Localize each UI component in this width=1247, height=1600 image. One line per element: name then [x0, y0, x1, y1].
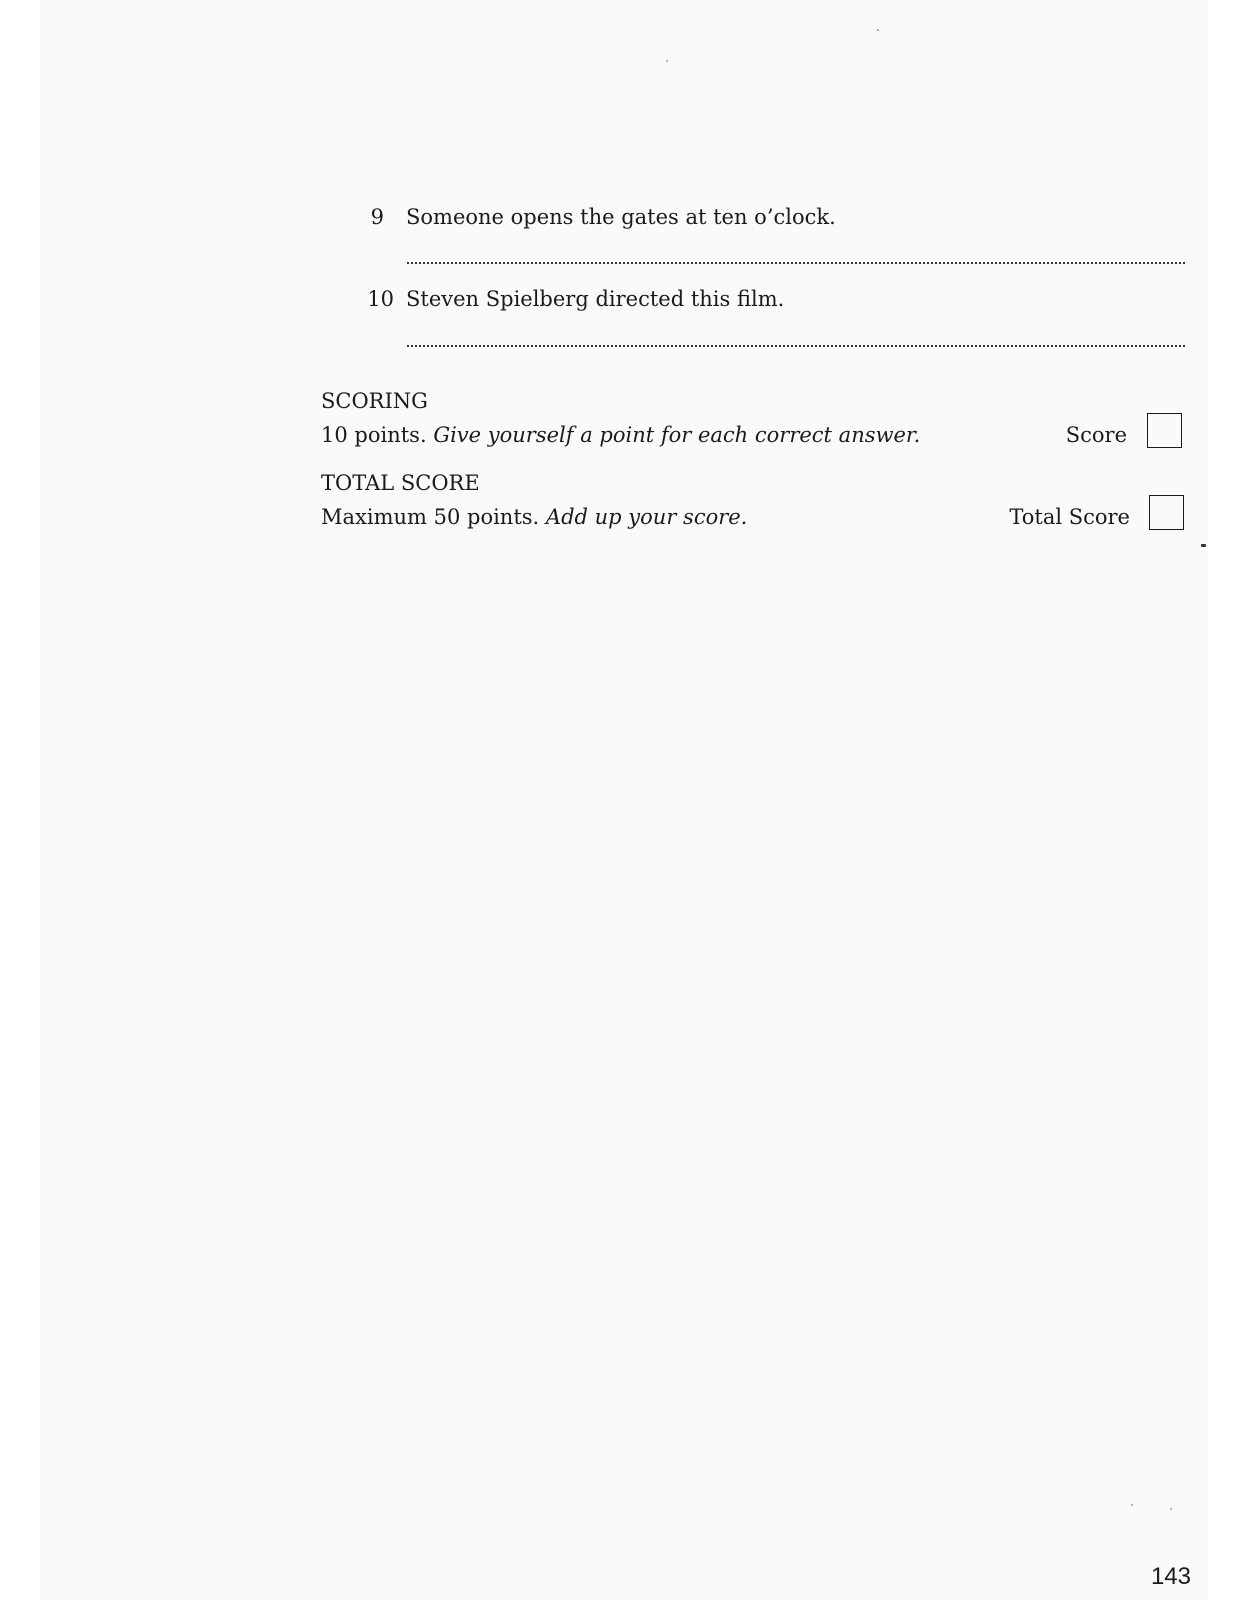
scan-speck — [1170, 1508, 1172, 1510]
total-score-heading: TOTAL SCORE — [321, 471, 480, 495]
total-score-instruction-text: Add up your score. — [545, 505, 748, 529]
total-score-box[interactable] — [1149, 495, 1184, 530]
page-number: 143 — [1150, 1563, 1191, 1590]
scan-speck — [1131, 1504, 1133, 1506]
scan-speck — [666, 60, 668, 62]
question-9-text: Someone opens the gates at ten o’clock. — [406, 205, 836, 229]
score-label: Score — [1065, 423, 1127, 447]
total-score-label: Total Score — [1009, 505, 1130, 529]
question-9-answer-line[interactable] — [407, 262, 1185, 264]
scan-speck — [877, 29, 879, 31]
total-score-points: Maximum 50 points. — [321, 505, 540, 529]
scoring-points: 10 points. — [321, 423, 427, 447]
scoring-instruction — [321, 422, 920, 448]
scoring-instruction-text: Give yourself a point for each correct answer. — [433, 423, 921, 447]
page-sheet — [40, 0, 1208, 1600]
scan-speck — [1201, 544, 1206, 547]
score-box[interactable] — [1147, 413, 1182, 448]
question-10-answer-line[interactable] — [407, 345, 1185, 347]
scoring-heading: SCORING — [321, 389, 428, 413]
total-score-instruction — [321, 504, 747, 530]
question-10-text: Steven Spielberg directed this film. — [406, 287, 785, 311]
